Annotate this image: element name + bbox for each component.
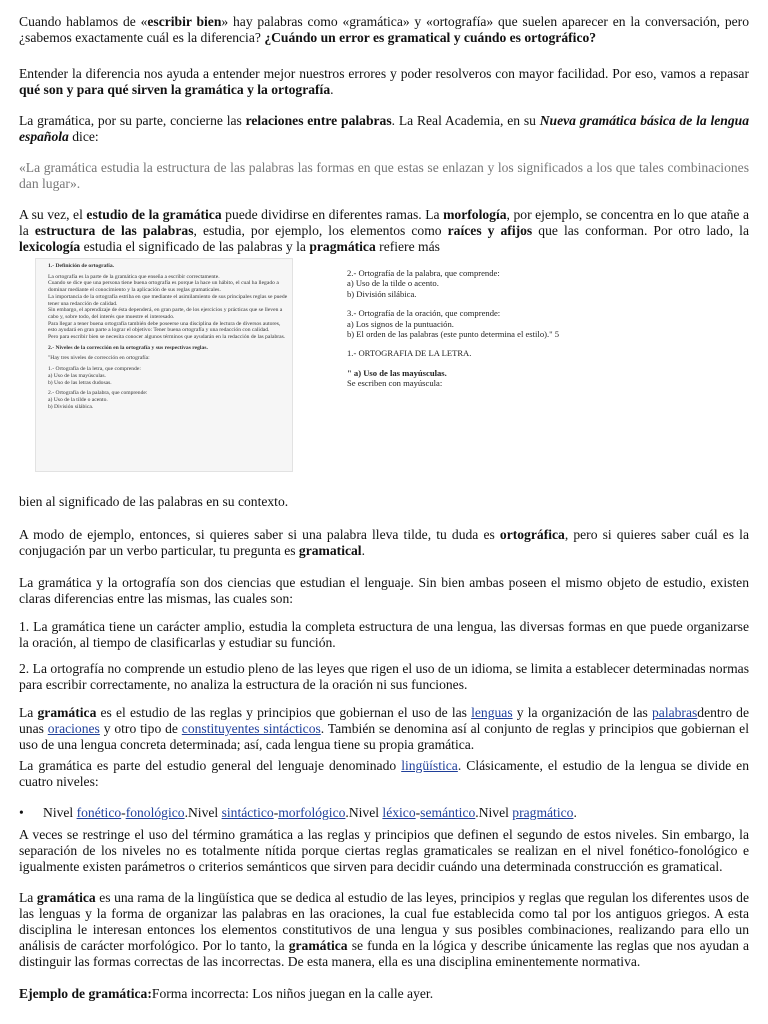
- scan-line: Se escriben con mayúscula:: [347, 378, 443, 389]
- link-fonetico[interactable]: fonético: [76, 805, 122, 820]
- separator: -: [273, 805, 279, 820]
- bold-label: Ejemplo de gramática:: [19, 986, 152, 1001]
- text: » hay palabras como «gramática» y «ortografía» que suelen aparecer en la conversación, pero ¿sabemos exactamente cuál es la diferencia?: [19, 14, 749, 45]
- bold-text: lexicología: [19, 239, 81, 254]
- paragraph-point-1: 1. La gramática tiene un carácter amplio, estudia la completa estructura de una lengua, las diversas formas en que puede organizarse la oración, al tiempo de clasificarlas y estudiar su función.: [19, 619, 749, 650]
- line-gap: [347, 339, 727, 348]
- link-fonologico[interactable]: fonológico: [125, 805, 185, 820]
- text: A modo de ejemplo, entonces, si quieres saber si una palabra lleva tilde, tu duda es: [19, 527, 500, 542]
- text: .: [361, 543, 365, 558]
- bold-text: raíces y afijos: [447, 223, 533, 238]
- text: Nivel: [43, 805, 77, 820]
- link-palabras[interactable]: palabras: [651, 705, 698, 720]
- text: y la organización de las: [512, 705, 652, 720]
- text: . También se denomina así al conjunto de reglas y principios que gobiernan el uso de una lengua concreta determinada; así, cada lengua tiene su propia gramática.: [19, 721, 749, 752]
- scan-line: Pero para escribir bien se necesita conocer algunos términos que ayudarán en la redacción de las palabras.: [48, 334, 286, 341]
- text: , por ejemplo, se concentra en lo que atañe a la: [19, 207, 750, 238]
- paragraph-example: [19, 527, 749, 559]
- separator: -: [415, 805, 421, 820]
- paragraph-grammar-relations: [19, 113, 749, 145]
- text: .Nivel: [345, 805, 383, 820]
- paragraph-difference: [19, 66, 749, 98]
- scan-line: 1.- Definición de ortografía.: [48, 263, 115, 269]
- scan-line: La importancia de la ortografía estriba en que mediante el asimilamiento de sus principales reglas se puede tener una redacción de calidad.: [48, 293, 288, 307]
- text: .: [330, 82, 334, 97]
- paragraph-linguistics: [19, 758, 749, 790]
- text: .: [573, 805, 577, 820]
- text: es el estudio de las reglas y principios que gobiernan el uso de las: [96, 705, 472, 720]
- text: que las conforman. Por otro lado, la: [532, 223, 749, 238]
- scan-line: 2.- Niveles de la corrección en la ortografía y sus respectivas reglas.: [48, 344, 208, 351]
- link-morfologico[interactable]: morfológico: [278, 805, 346, 820]
- text: y otro tipo de: [99, 721, 182, 736]
- scan-line: a) Los signos de la puntuación.: [347, 318, 454, 329]
- link-sintactico[interactable]: sintáctico: [221, 805, 274, 820]
- line-gap: [347, 299, 727, 308]
- scan-line: La ortografía es la parte de la gramática que enseña a escribir correctamente.: [48, 273, 220, 280]
- bold-question: ¿Cuándo un error es gramatical y cuándo es ortográfico?: [264, 30, 597, 45]
- text: , estudia, por ejemplo, los elementos como: [193, 223, 448, 238]
- link-linguistica[interactable]: lingüística: [401, 758, 458, 773]
- bold-text: ortográfica: [499, 527, 565, 542]
- text: dentro de unas: [19, 705, 749, 736]
- text: se funda en la lógica y describe únicamente las reglas que nos ayudan a distinguir las formas correctas de las incorrectas. De esta manera, ella es una disciplina eminentemente normativa.: [19, 938, 749, 969]
- bold-text: pragmática: [309, 239, 376, 254]
- scan-line: 1.- Ortografía de la letra, que comprende:: [48, 366, 141, 373]
- scan-right-page: [347, 268, 727, 389]
- paragraph-grammar-branch: [19, 890, 749, 970]
- text: Forma incorrecta: Los niños juegan en la calle ayer.: [151, 986, 434, 1001]
- bold-text: relaciones entre palabras: [245, 113, 392, 128]
- scan-line: b) El orden de las palabras (este punto determina el estilo)." 5: [347, 329, 560, 340]
- text: A su vez, el: [19, 207, 87, 222]
- text: Entender la diferencia nos ayuda a entender mejor nuestros errores y poder resolveros con mayor facilidad. Por eso, vamos a repasar: [19, 66, 749, 81]
- text: , pero si quieres saber cuál es la conjugación par un verbo particular, tu pregunta es: [19, 527, 749, 558]
- scan-line: a) Uso de la tilde o acento.: [48, 396, 108, 403]
- text: La: [19, 705, 38, 720]
- text: . La Real Academia, en su: [391, 113, 540, 128]
- text: La gramática, por su parte, concierne las: [19, 113, 246, 128]
- bold-text: gramatical: [298, 543, 362, 558]
- scan-left-page: [35, 258, 293, 472]
- bold-text: qué son y para qué sirven la gramática y la ortografía: [19, 82, 331, 97]
- scan-line: b) División silábica.: [48, 403, 94, 410]
- text: La gramática es parte del estudio general del lenguaje denominado: [19, 758, 402, 773]
- text: refiere más: [375, 239, 440, 254]
- paragraph-context: bien al significado de las palabras en su contexto.: [19, 494, 289, 509]
- scan-line: Sin embargo, el aprendizaje de ésta dependerá, en gran parte, de los ejercicios y prácticas que se lleven a cabo y, sobre todo, del interés que muestre el interesado.: [48, 307, 283, 320]
- book-title: Nueva gramática básica de la lengua española: [19, 113, 749, 144]
- rae-quote: «La gramática estudia la estructura de las palabras las formas en que estas se enlazan y los significados a los que tales combinaciones dan lugar».: [19, 160, 749, 191]
- paragraph-grammar-definition: [19, 705, 749, 753]
- scan-line: b) Uso de las letras dudosas.: [48, 379, 112, 386]
- levels-list: [19, 805, 749, 821]
- bold-text: estudio de la gramática: [86, 207, 222, 222]
- paragraph-grammar-example: [19, 986, 749, 1002]
- bold-text: gramática: [36, 890, 96, 905]
- text: . Clásicamente, el estudio de la lengua se divide en cuatro niveles:: [19, 758, 749, 789]
- text: Cuando hablamos de «: [19, 14, 148, 29]
- scan-line: " a) Uso de las mayúsculas.: [347, 367, 447, 378]
- paragraph-two-sciences: La gramática y la ortografía son dos ciencias que estudian el lenguaje. Sin bien ambas poseen el mismo objeto de estudio, existen claras diferencias entre las mismas, las cuales son:: [19, 575, 749, 606]
- text: La: [19, 890, 37, 905]
- text: .Nivel: [184, 805, 222, 820]
- bold-text: estructura de las palabras: [34, 223, 194, 238]
- line-gap: [347, 359, 727, 368]
- scan-line: a) Uso de las mayúsculas.: [48, 372, 106, 379]
- link-lenguas[interactable]: lenguas: [471, 705, 513, 720]
- scan-line: 2.- Ortografía de la palabra, que comprende:: [48, 390, 148, 397]
- text: dice:: [68, 129, 99, 144]
- link-semantico[interactable]: semántico: [420, 805, 476, 820]
- bold-text: gramática: [37, 705, 97, 720]
- paragraph-restriction: A veces se restringe el uso del término gramática a las reglas y principios que definen el segundo de estos niveles. Sin embargo, la separación de los niveles no es totalmente nítida porque ciertas reglas gramaticales se realizan en el nivel fonético-fonológico e igualmente existen parámetros o criterios semánticos que sirven para decidir cuándo una determinada construcción es gramatical.: [19, 827, 749, 874]
- link-lexico[interactable]: léxico: [382, 805, 416, 820]
- scan-line: Para llegar a tener buena ortografía también debe poseerse una disciplina de lectura de diversos autores, esto ayudará en gran parte a lograr el objetivo: Tener buena ortografía y una redacción con calidad.: [48, 320, 281, 334]
- scan-line: b) División silábica.: [347, 288, 417, 299]
- embedded-scan-image: [35, 258, 735, 474]
- text: puede dividirse en diferentes ramas. La: [221, 207, 444, 222]
- text: es una rama de la lingüística que se dedica al estudio de las leyes, principios y reglas que regulan los diferentes usos de las lenguas y la forma de organizar las palabras en las oraciones, la cual fue establecida como tal por los antiguos griegos. A esta disciplina le interesan entonces los elementos constitutivos de una lengua y sus posibles combinaciones, realizando para ello un análisis de carácter morfológico. Por lo tanto, la: [19, 890, 749, 953]
- paragraph-intro: [19, 14, 749, 46]
- scan-line: 1.- ORTOGRAFIA DE LA LETRA.: [347, 348, 472, 359]
- separator: -: [121, 805, 126, 820]
- text: .Nivel: [475, 805, 513, 820]
- bold-text: gramática: [288, 938, 348, 953]
- scan-line: 3.- Ortografía de la oración, que comprende:: [347, 308, 501, 319]
- scan-line: a) Uso de la tilde o acento.: [347, 278, 439, 289]
- paragraph-point-2: 2. La ortografía no comprende un estudio pleno de las leyes que rigen el uso de un idioma, se limita a establecer determinadas normas para escribir correctamente, no analiza la estructura de la oración ni sus funciones.: [19, 661, 749, 692]
- scan-line: 2.- Ortografía de la palabra, que comprende:: [347, 268, 500, 278]
- link-constituyentes-sintacticos[interactable]: constituyentes sintácticos: [181, 721, 321, 736]
- paragraph-branches: [19, 207, 749, 255]
- scan-line: "Hay tres niveles de corrección en ortografía:: [48, 355, 150, 362]
- link-oraciones[interactable]: oraciones: [47, 721, 100, 736]
- scan-line: Cuando se dice que una persona tiene buena ortografía es porque la hace un hábito, el cual ha llegado a dominar mediante el conocimiento y la aplicación de sus reglas gramaticales.: [48, 280, 279, 294]
- bold-text: morfología: [443, 207, 507, 222]
- text: estudia el significado de las palabras y la: [80, 239, 310, 254]
- bold-text: escribir bien: [147, 14, 222, 29]
- list-item: [19, 805, 749, 821]
- link-pragmatico[interactable]: pragmático: [512, 805, 574, 820]
